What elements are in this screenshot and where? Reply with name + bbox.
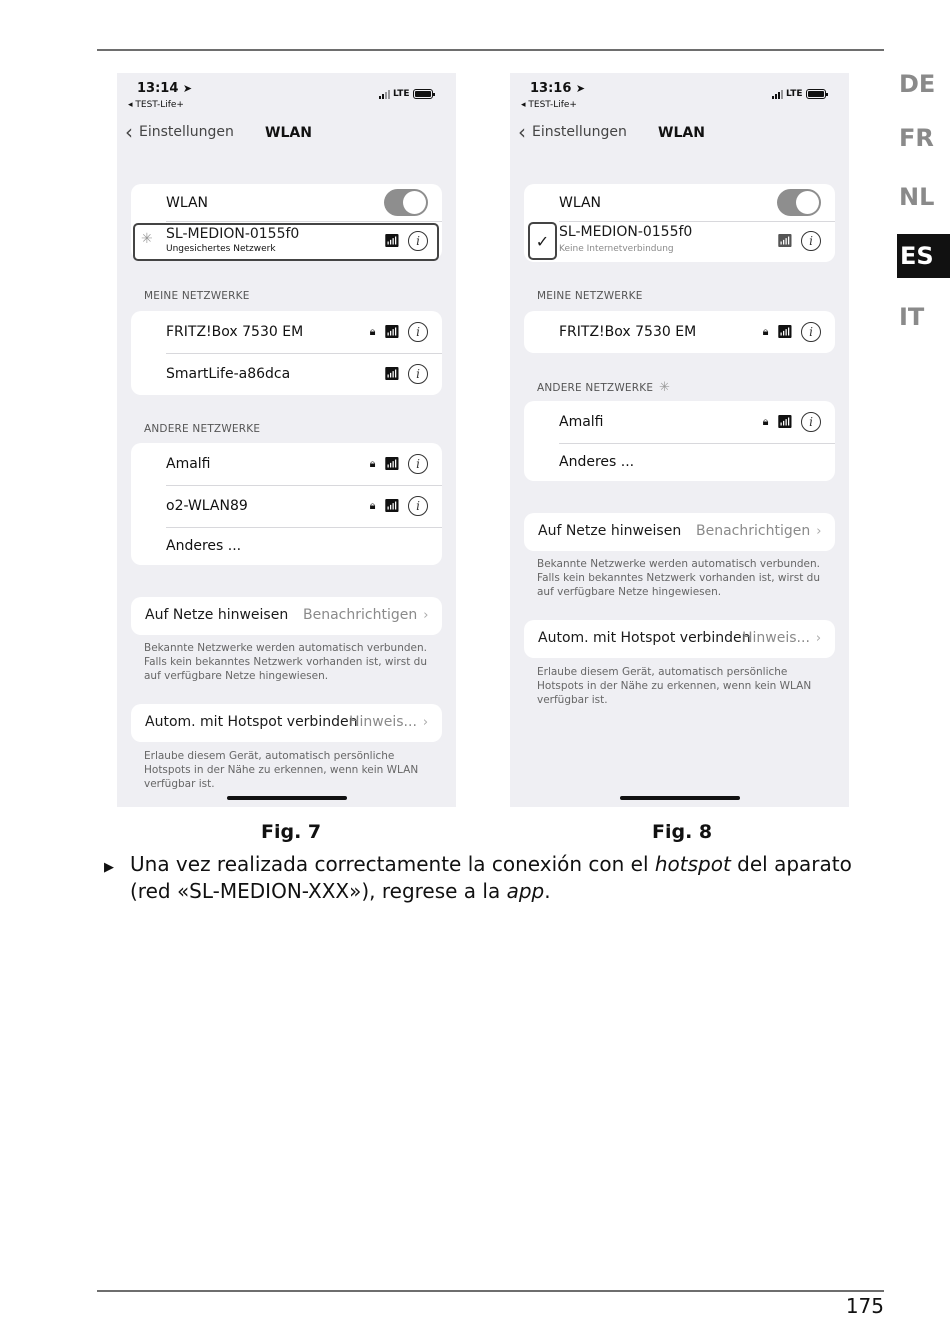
home-indicator [227,796,347,800]
home-indicator [620,796,740,800]
bullet-triangle-icon: ▶ [104,860,114,875]
network-row[interactable] [131,311,442,353]
connected-subtitle: Ungesichertes Netzwerk [166,244,276,254]
my-networks-card [524,311,835,353]
back-to-app-link[interactable]: ◂ TEST-Life+ [128,100,184,110]
other-networks-card [524,401,835,481]
top-rule [97,49,884,51]
info-icon[interactable]: i [408,454,428,474]
hotspot-card[interactable] [131,704,442,742]
highlight-box [133,223,439,261]
wifi-icon: 📶︎ [383,366,400,382]
lang-tab-it[interactable]: IT [899,303,925,331]
nav-back-label: Einstellungen [139,124,234,140]
status-icons [379,89,433,99]
wlan-toggle[interactable] [384,189,428,216]
lock-icon: 🔒︎ [762,415,769,428]
ask-join-note: Bekannte Netzwerke werden automatisch verbunden. Falls kein bekanntes Netzwerk vorhanden ist, wirst du auf verfügbare Netze hingewiesen. [537,558,820,598]
lang-tab-es[interactable]: ES [897,234,950,278]
network-row[interactable] [524,311,835,353]
screenshot-fig8 [510,73,849,807]
chevron-right-icon: › [816,523,822,539]
hotspot-label: Autom. mit Hotspot verbinden [538,630,751,646]
network-name: FRITZ!Box 7530 EM [559,324,697,340]
network-row[interactable] [131,443,442,485]
info-icon[interactable]: i [408,322,428,342]
figure-caption-7: Fig. 7 [261,821,322,843]
network-name: Amalfi [559,414,604,430]
nav-title: WLAN [658,125,705,141]
wlan-label: WLAN [166,194,209,211]
network-row[interactable] [524,401,835,443]
other-networks-header: ANDERE NETZWERKE [144,423,261,435]
ask-join-card[interactable] [524,513,835,551]
chevron-right-icon: › [815,630,822,646]
connected-ssid: SL-MEDION-0155f0 [166,226,300,242]
hotspot-note: Erlaube diesem Gerät, automatisch persönliche Hotspots in der Nähe zu erkennen, wenn kein WLAN verfügbar ist. [537,666,812,706]
loading-spinner-icon: ✳ [659,380,671,395]
status-icons [772,89,826,99]
other-networks-card [131,443,442,565]
chevron-right-icon: › [423,607,429,623]
nav-title: WLAN [265,125,312,141]
my-networks-header: MEINE NETZWERKE [144,290,250,302]
nav-back-label: Einstellungen [532,124,627,140]
ask-join-label: Auf Netze hinweisen [538,523,682,539]
wifi-icon: 📶︎ [383,456,400,472]
instruction-text: Una vez realizada correctamente la conexión con el hotspot del aparato (red «SL-MEDION-XXX»), regrese a la app. [130,852,852,903]
hotspot-card[interactable] [524,620,835,658]
checkmark-icon: ✓ [528,222,557,260]
battery-icon [413,89,433,99]
wifi-icon: 📶︎ [383,498,400,514]
wlan-toggle[interactable] [777,189,821,216]
info-icon[interactable]: i [801,322,821,342]
hotspot-note: Erlaube diesem Gerät, automatisch persönliche Hotspots in der Nähe zu erkennen, wenn kein WLAN verfügbar ist. [144,750,419,790]
lang-tab-nl[interactable]: NL [899,183,935,211]
info-icon[interactable]: i [408,496,428,516]
other-network-row[interactable] [131,527,442,565]
network-name: Amalfi [166,456,211,472]
nav-back-button[interactable] [518,122,627,142]
info-icon[interactable]: i [408,231,428,251]
info-icon[interactable]: i [408,364,428,384]
connected-subtitle: Keine Internetverbindung [559,244,674,254]
other-network-label: Anderes ... [166,538,242,554]
wlan-toggle-row [524,184,835,221]
other-network-label: Anderes ... [559,454,635,470]
hotspot-label: Autom. mit Hotspot verbinden [145,714,358,730]
battery-icon [806,89,826,99]
other-networks-header: ANDERE NETZWERKE ✳ [537,380,671,395]
chevron-left-icon: ‹ [125,120,133,144]
chevron-right-icon: › [422,714,429,730]
page-number: 175 [845,1294,884,1318]
wlan-label: WLAN [559,194,602,211]
wifi-icon: 📶︎ [776,324,793,340]
lock-icon: 🔒︎ [762,325,769,338]
ask-join-label: Auf Netze hinweisen [145,607,289,623]
back-to-app-link[interactable]: ◂ TEST-Life+ [521,100,577,110]
wlan-toggle-row [131,184,442,221]
nav-back-button[interactable] [125,122,234,142]
lock-icon: 🔒︎ [369,499,376,512]
screenshot-fig7 [117,73,456,807]
lang-tab-fr[interactable]: FR [899,124,934,152]
info-icon[interactable]: i [801,231,821,251]
wifi-icon: 📶︎ [383,324,400,340]
network-name: SmartLife-a86dca [166,366,291,382]
loading-spinner-icon: ✳ [141,231,153,247]
status-time: 13:14 ➤ [137,81,193,96]
bottom-rule [97,1290,884,1292]
my-networks-header: MEINE NETZWERKE [537,290,643,302]
status-time: 13:16 ➤ [530,81,586,96]
signal-icon [379,90,390,99]
wlan-card [524,184,835,262]
ask-join-value: Benachrichtigen [303,607,418,623]
figure-caption-8: Fig. 8 [652,821,713,843]
lang-tab-de[interactable]: DE [899,70,936,98]
connected-ssid: SL-MEDION-0155f0 [559,224,693,240]
network-name: o2-WLAN89 [166,498,248,514]
hotspot-value: Hinweis... [742,630,810,646]
lock-icon: 🔒︎ [369,457,376,470]
network-row[interactable] [131,353,442,395]
chevron-left-icon: ‹ [518,120,526,144]
wifi-warning-icon: 📶︎ [776,233,793,249]
wifi-icon: 📶︎ [383,233,400,249]
location-arrow-icon: ➤ [575,82,586,95]
network-type: LTE [393,89,410,99]
network-type: LTE [786,89,803,99]
location-arrow-icon: ➤ [182,82,193,95]
my-networks-card [131,311,442,395]
ask-join-value: Benachrichtigen [696,523,811,539]
network-name: FRITZ!Box 7530 EM [166,324,304,340]
ask-join-card[interactable] [131,597,442,635]
other-network-row[interactable] [524,443,835,481]
lock-icon: 🔒︎ [369,325,376,338]
wifi-icon: 📶︎ [776,414,793,430]
network-row[interactable] [131,485,442,527]
signal-icon [772,90,783,99]
connected-network-row[interactable] [524,222,835,262]
hotspot-value: Hinweis... [349,714,417,730]
info-icon[interactable]: i [801,412,821,432]
ask-join-note: Bekannte Netzwerke werden automatisch verbunden. Falls kein bekanntes Netzwerk vorhanden ist, wirst du auf verfügbare Netze hingewiesen. [144,642,427,682]
